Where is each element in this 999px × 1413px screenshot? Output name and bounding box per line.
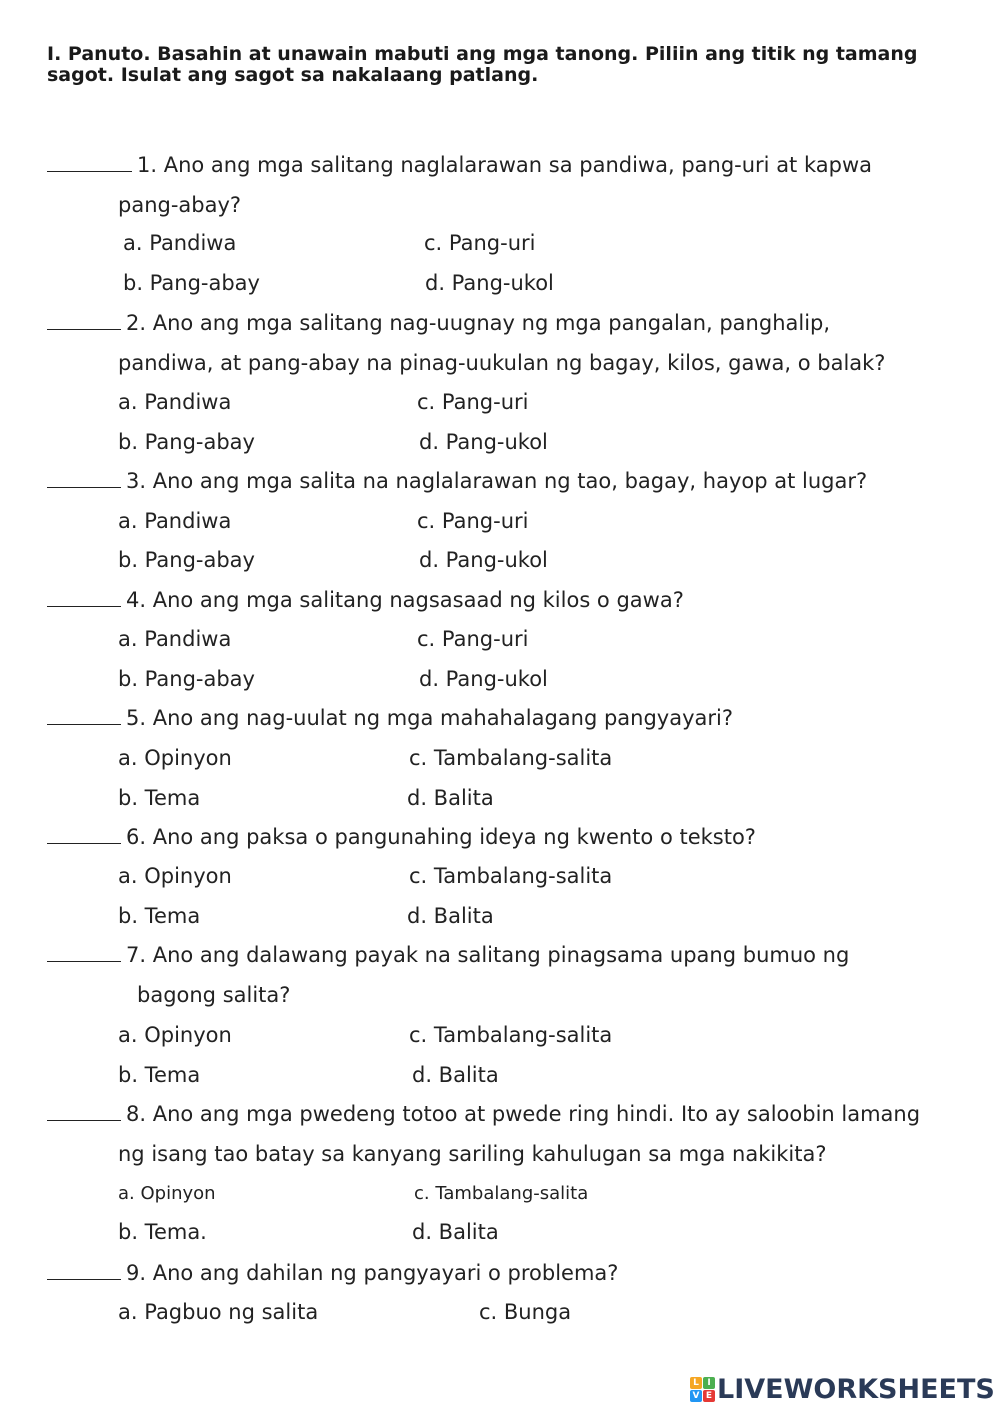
- option-2b: b. Pang-abay: [118, 430, 255, 454]
- option-3a: a. Pandiwa: [118, 509, 232, 533]
- option-5c: c. Tambalang-salita: [409, 746, 613, 770]
- option-4d: d. Pang-ukol: [419, 667, 548, 691]
- option-5d: d. Balita: [407, 786, 494, 810]
- option-2d: d. Pang-ukol: [419, 430, 548, 454]
- option-1d: d. Pang-ukol: [425, 271, 554, 295]
- logo-letter-v: V: [690, 1390, 702, 1402]
- answer-blank-2[interactable]: [47, 311, 121, 330]
- logo-letter-i: I: [703, 1377, 715, 1389]
- option-4b: b. Pang-abay: [118, 667, 255, 691]
- option-7b: b. Tema: [118, 1063, 201, 1087]
- answer-blank-4[interactable]: [47, 588, 121, 607]
- option-3d: d. Pang-ukol: [419, 548, 548, 572]
- question-1-cont: pang-abay?: [118, 193, 242, 217]
- option-4c: c. Pang-uri: [417, 627, 529, 651]
- question-4: 4. Ano ang mga salitang nagsasaad ng kilos o gawa?: [47, 587, 684, 613]
- answer-blank-9[interactable]: [47, 1261, 121, 1280]
- option-7c: c. Tambalang-salita: [409, 1023, 613, 1047]
- answer-blank-6[interactable]: [47, 825, 121, 844]
- logo-letter-e: E: [703, 1390, 715, 1402]
- option-8a: a. Opinyon: [118, 1183, 216, 1204]
- question-7: 7. Ano ang dalawang payak na salitang pinagsama upang bumuo ng: [47, 942, 849, 968]
- option-3b: b. Pang-abay: [118, 548, 255, 572]
- question-8-cont: ng isang tao batay sa kanyang sariling kahulugan sa mga nakikita?: [118, 1142, 827, 1166]
- option-9c: c. Bunga: [479, 1300, 572, 1324]
- liveworksheets-logo[interactable]: [690, 1373, 995, 1405]
- option-3c: c. Pang-uri: [417, 509, 529, 533]
- question-2: 2. Ano ang mga salitang nag-uugnay ng mga pangalan, panghalip,: [47, 310, 830, 336]
- option-8b: b. Tema.: [118, 1220, 207, 1244]
- question-7-cont: bagong salita?: [137, 983, 291, 1007]
- option-2a: a. Pandiwa: [118, 390, 232, 414]
- option-1c: c. Pang-uri: [424, 231, 536, 255]
- question-3: 3. Ano ang mga salita na naglalarawan ng tao, bagay, hayop at lugar?: [47, 468, 867, 494]
- option-5a: a. Opinyon: [118, 746, 232, 770]
- option-6c: c. Tambalang-salita: [409, 864, 613, 888]
- option-8d: d. Balita: [412, 1220, 499, 1244]
- option-1b: b. Pang-abay: [123, 271, 260, 295]
- answer-blank-3[interactable]: [47, 469, 121, 488]
- question-8: 8. Ano ang mga pwedeng totoo at pwede ring hindi. Ito ay saloobin lamang: [47, 1101, 920, 1127]
- question-6: 6. Ano ang paksa o pangunahing ideya ng kwento o teksto?: [47, 824, 756, 850]
- option-2c: c. Pang-uri: [417, 390, 529, 414]
- option-6d: d. Balita: [407, 904, 494, 928]
- answer-blank-8[interactable]: [47, 1102, 121, 1121]
- answer-blank-5[interactable]: [47, 706, 121, 725]
- option-7d: d. Balita: [412, 1063, 499, 1087]
- question-2-cont: pandiwa, at pang-abay na pinag-uukulan ng bagay, kilos, gawa, o balak?: [118, 351, 886, 375]
- answer-blank-7[interactable]: [47, 943, 121, 962]
- option-1a: a. Pandiwa: [123, 231, 237, 255]
- instructions: I. Panuto. Basahin at unawain mabuti ang mga tanong. Piliin ang titik ng tamang sagot. Isulat ang sagot sa nakalaang patlang.: [47, 43, 918, 86]
- question-5: 5. Ano ang nag-uulat ng mga mahahalagang pangyayari?: [47, 705, 733, 731]
- answer-blank-1[interactable]: [47, 153, 132, 172]
- option-6a: a. Opinyon: [118, 864, 232, 888]
- option-8c: c. Tambalang-salita: [414, 1183, 589, 1204]
- liveworksheets-logo-text: LIVEWORKSHEETS: [717, 1373, 995, 1405]
- option-6b: b. Tema: [118, 904, 201, 928]
- question-9: 9. Ano ang dahilan ng pangyayari o problema?: [47, 1260, 618, 1286]
- liveworksheets-logo-icon: [690, 1377, 715, 1402]
- option-7a: a. Opinyon: [118, 1023, 232, 1047]
- option-4a: a. Pandiwa: [118, 627, 232, 651]
- option-9a: a. Pagbuo ng salita: [118, 1300, 319, 1324]
- logo-letter-l: L: [690, 1377, 702, 1389]
- question-1: 1. Ano ang mga salitang naglalarawan sa pandiwa, pang-uri at kapwa: [47, 152, 872, 178]
- option-5b: b. Tema: [118, 786, 201, 810]
